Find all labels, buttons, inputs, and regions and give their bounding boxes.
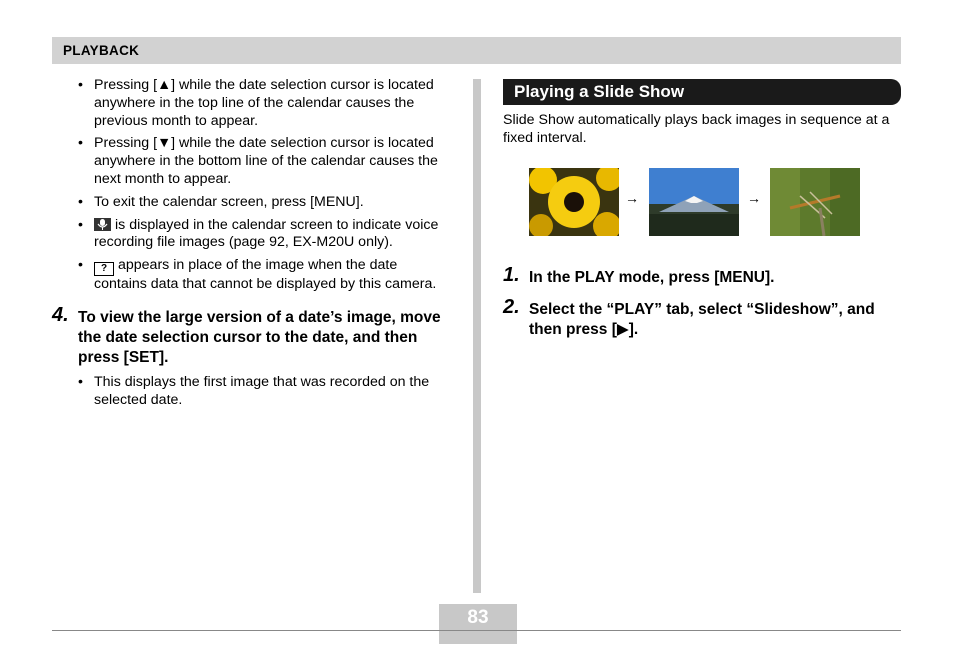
dragonfly-photo	[770, 168, 860, 236]
flower-photo	[529, 168, 619, 236]
section-title-bar	[503, 79, 901, 105]
step-text: To view the large version of a date’s image, move the date selection cursor to the date, and then press [SET].	[78, 308, 441, 366]
step-number: 4.	[52, 303, 69, 326]
bullet-item: • is displayed in the calendar screen to indicate voice recording file images (page 92, EX-M20U only).	[78, 217, 448, 253]
section-title: Playing a Slide Show	[514, 82, 685, 101]
step-2	[503, 295, 901, 340]
slideshow-illustration	[503, 168, 901, 238]
footer-rule	[52, 630, 901, 631]
section-header: PLAYBACK	[63, 43, 140, 58]
step-text: Select the “PLAY” tab, select “Slideshow”, and then press [▶].	[529, 300, 875, 338]
arrow-icon: →	[747, 189, 761, 206]
step-text: In the PLAY mode, press [MENU].	[529, 268, 775, 286]
bullet-item: • Pressing [▲] while the date selection cursor is located anywhere in the top line of the calendar causes the previous month to appear.	[78, 77, 448, 130]
column-divider	[473, 79, 481, 593]
step-number: 1.	[503, 263, 520, 286]
bullet-item: • To exit the calendar screen, press [MENU].	[78, 194, 448, 212]
page-number-box	[439, 604, 517, 644]
step-number: 2.	[503, 295, 520, 318]
question-mark-icon: ?	[94, 262, 114, 276]
mountain-photo	[649, 168, 739, 236]
steps-list	[503, 263, 901, 340]
header-bar	[52, 37, 901, 64]
intro-text: Slide Show automatically plays back images in sequence at a fixed interval.	[503, 112, 890, 146]
right-column	[503, 79, 901, 352]
bullet-item: • Pressing [▼] while the date selection cursor is located anywhere in the bottom line of the calendar causes the next month to appear.	[78, 135, 448, 188]
step-1	[503, 263, 901, 288]
page-number: 83	[467, 607, 489, 628]
bullet-item: • ? appears in place of the image when the date contains data that cannot be displayed by this camera.	[78, 257, 448, 294]
step-4	[52, 303, 448, 368]
left-column	[52, 77, 448, 415]
arrow-icon: →	[625, 189, 639, 206]
bullet-item: • This displays the first image that was recorded on the selected date.	[78, 374, 448, 410]
microphone-icon	[94, 218, 111, 231]
